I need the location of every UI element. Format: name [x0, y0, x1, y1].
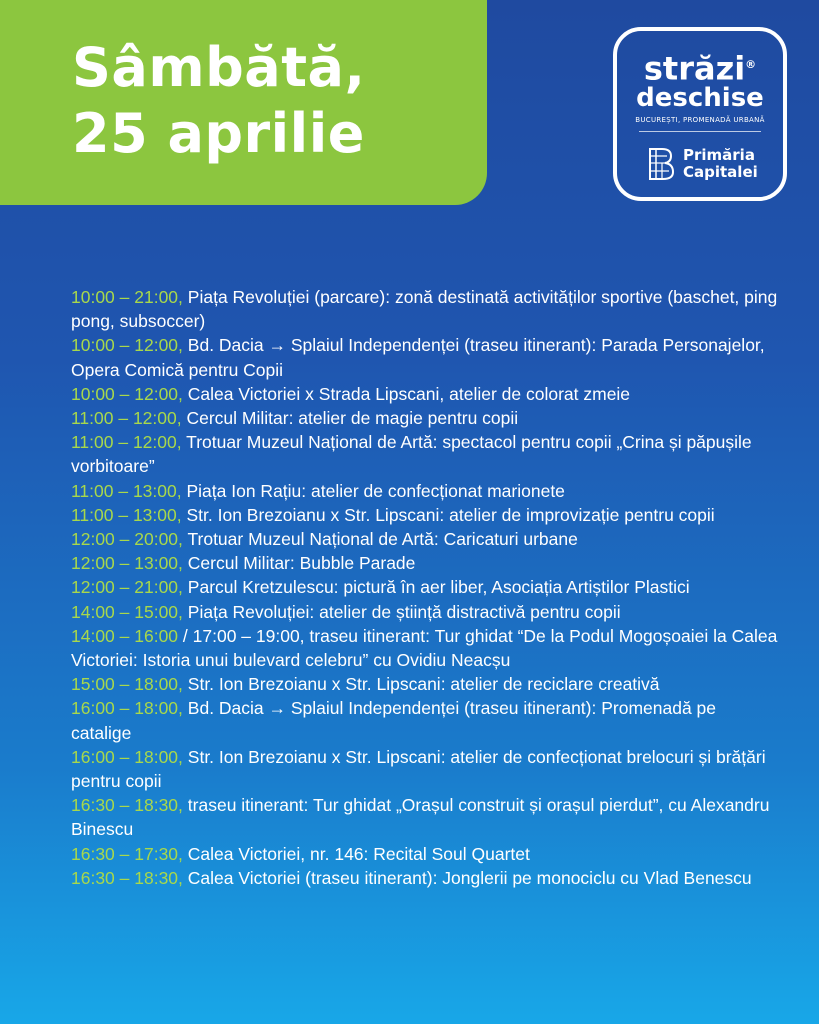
entry-time: 14:00 – 15:00,: [71, 601, 183, 622]
entry-time: 10:00 – 12:00,: [71, 383, 183, 404]
entry-description: Trotuar Muzeul Național de Artă: Caricaturi urbane: [182, 529, 578, 550]
entry-description: Calea Victoriei (traseu itinerant): Jonglerii pe monociclu cu Vlad Benescu: [182, 867, 752, 888]
entry-description: Str. Ion Brezoianu x Str. Lipscani: atelier de confecționat brelocuri și brățări pentru copii: [71, 746, 766, 792]
registered-mark: ®: [745, 58, 757, 71]
entry-time: 11:00 – 12:00,: [71, 432, 182, 453]
entry-description: Str. Ion Brezoianu x Str. Lipscani: atelier de improvizație pentru copii: [181, 504, 715, 525]
schedule-entry: [71, 285, 781, 333]
schedule-entry: [71, 333, 781, 381]
entry-time: 12:00 – 13:00,: [71, 553, 183, 574]
entry-description: Trotuar Muzeul Național de Artă: spectacol pentru copii „Crina și păpușile vorbitoare”: [71, 432, 752, 477]
entry-description: Cercul Militar: atelier de magie pentru copii: [181, 408, 519, 429]
schedule-entry: [71, 406, 781, 430]
entry-description: Piața Ion Rațiu: atelier de confecționat marionete: [181, 480, 565, 501]
schedule-entry: [71, 745, 781, 793]
logo-divider: [639, 131, 761, 132]
entry-description: Str. Ion Brezoianu x Str. Lipscani: atelier de reciclare creativă: [182, 674, 660, 695]
entry-time: 16:00 – 18:00,: [71, 698, 183, 719]
schedule-entry: [71, 430, 781, 478]
partner-name-line1: Primăria: [683, 146, 755, 164]
entry-time: 15:00 – 18:00,: [71, 674, 183, 695]
entry-time: 11:00 – 12:00,: [71, 408, 182, 429]
entry-description: Calea Victoriei x Strada Lipscani, atelier de colorat zmeie: [182, 383, 631, 404]
title-date: 25 aprilie: [72, 102, 365, 165]
entry-description: Calea Victoriei, nr. 146: Recital Soul Quartet: [182, 843, 530, 864]
logo-brand-line1: [617, 47, 783, 87]
entry-time: 10:00 – 12:00,: [71, 335, 183, 356]
title-banner: [0, 0, 487, 205]
schedule-entry: [71, 575, 781, 599]
entry-description: Bd. Dacia → Splaiul Independenței (traseu itinerant): Parada Personajelor, Opera Comică pentru Copii: [71, 335, 765, 380]
entry-time: 11:00 – 13:00,: [71, 480, 182, 501]
entry-time: 11:00 – 13:00,: [71, 504, 182, 525]
event-schedule: [71, 285, 781, 890]
schedule-entry: [71, 382, 781, 406]
logo-brand-word: străzi: [643, 49, 746, 88]
schedule-entry: [71, 624, 781, 672]
schedule-entry: [71, 551, 781, 575]
schedule-entry: [71, 696, 781, 744]
primaria-capitalei-emblem-icon: [647, 146, 675, 182]
schedule-entry: [71, 842, 781, 866]
entry-time: 16:30 – 17:30,: [71, 843, 183, 864]
entry-description: Piața Revoluției (parcare): zonă destinată activităților sportive (baschet, ping pong, subsoccer): [71, 287, 778, 332]
entry-description: Bd. Dacia → Splaiul Independenței (traseu itinerant): Promenadă pe catalige: [71, 698, 717, 743]
entry-description: traseu itinerant: Tur ghidat „Orașul construit și orașul pierdut”, cu Alexandru Binescu: [71, 795, 770, 840]
schedule-entry: [71, 793, 781, 841]
title-day: Sâmbătă,: [72, 36, 366, 99]
schedule-entry: [71, 527, 781, 551]
logo-brand-line2: deschise: [636, 83, 764, 113]
entry-description: Cercul Militar: Bubble Parade: [182, 553, 416, 574]
entry-description: / 17:00 – 19:00, traseu itinerant: Tur ghidat “De la Podul Mogoșoaiei la Calea Victoriei: Istoria unui bulevard celebru” cu Ovidiu Neacșu: [71, 625, 778, 671]
entry-description: Piața Revoluției: atelier de știință distractivă pentru copii: [182, 601, 621, 622]
schedule-entry: [71, 672, 781, 696]
entry-time: 12:00 – 21:00,: [71, 577, 183, 598]
schedule-entry: [71, 503, 781, 527]
partner-name: [683, 147, 758, 181]
entry-time: 16:30 – 18:30,: [71, 867, 183, 888]
entry-time: 14:00 – 16:00: [71, 625, 179, 646]
strazi-deschise-logo: [613, 27, 787, 201]
entry-description: Parcul Kretzulescu: pictură în aer liber, Asociația Artiștilor Plastici: [182, 577, 690, 598]
schedule-entry: [71, 866, 781, 890]
entry-time: 12:00 – 20:00,: [71, 529, 183, 550]
schedule-entry: [71, 600, 781, 624]
logo-tagline: BUCUREȘTI, PROMENADĂ URBANĂ: [635, 116, 765, 124]
entry-time: 16:30 – 18:30,: [71, 795, 183, 816]
entry-time: 16:00 – 18:00,: [71, 746, 183, 767]
schedule-entry: [71, 479, 781, 503]
partner-name-line2: Capitalei: [683, 163, 758, 181]
entry-time: 10:00 – 21:00,: [71, 287, 183, 307]
